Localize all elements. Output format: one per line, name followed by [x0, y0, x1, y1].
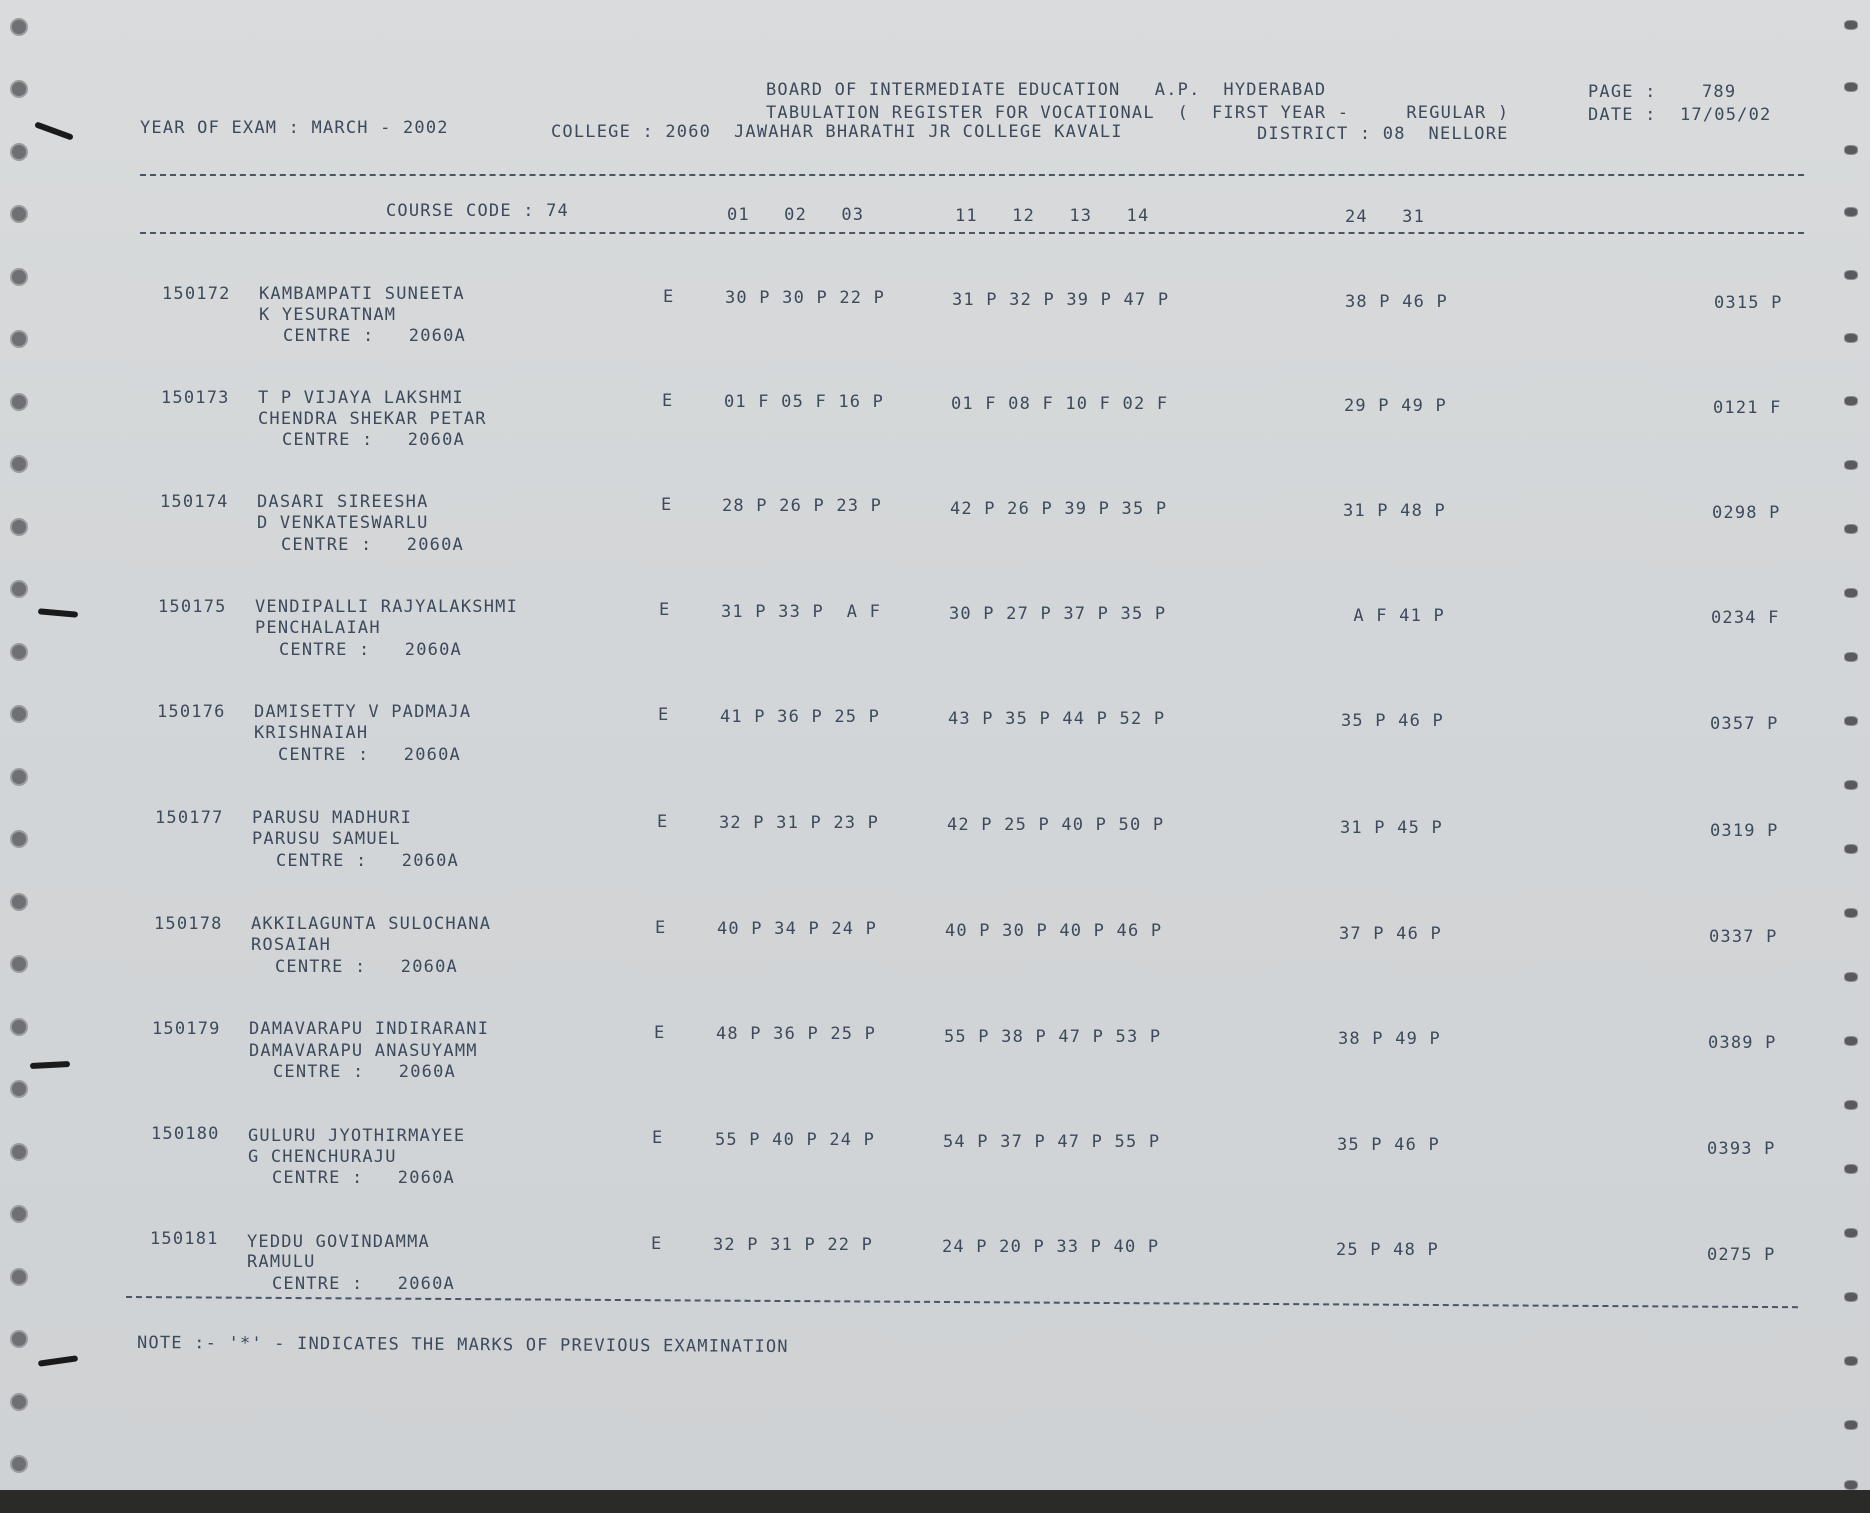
- footnote: NOTE :- '*' - INDICATES THE MARKS OF PREVIOUS EXAMINATION: [136, 1333, 789, 1357]
- roll-number: 150174: [160, 492, 229, 512]
- total-marks: 0319 P: [1710, 821, 1779, 841]
- marks-group-3: A F 41 P: [1342, 606, 1445, 626]
- date-value: 17/05/02: [1680, 105, 1772, 125]
- marks-group-1: 30 P 30 P 22 P: [725, 288, 886, 308]
- total-marks: 0337 P: [1709, 927, 1778, 947]
- marks-group-3: 35 P 46 P: [1337, 1135, 1440, 1155]
- marks-group-1: 55 P 40 P 24 P: [715, 1130, 876, 1150]
- centre-code: CENTRE : 2060A: [275, 957, 458, 977]
- student-record: [0, 597, 1870, 697]
- student-name: GULURU JYOTHIRMAYEE: [248, 1126, 466, 1146]
- binding-clip: [38, 1355, 78, 1367]
- marks-group-1: 41 P 36 P 25 P: [720, 707, 881, 727]
- page-number: 789: [1702, 82, 1737, 102]
- marks-group-1: 28 P 26 P 23 P: [722, 496, 883, 516]
- date-label: DATE :: [1588, 105, 1657, 125]
- student-name: DASARI SIREESHA: [257, 492, 429, 512]
- centre-code: CENTRE : 2060A: [278, 745, 461, 765]
- student-record: [0, 1019, 1870, 1119]
- board-title: BOARD OF INTERMEDIATE EDUCATION A.P. HYDERABAD: [766, 80, 1327, 100]
- marks-group-2: 01 F 08 F 10 F 02 F: [951, 394, 1169, 414]
- father-name: D VENKATESWARLU: [257, 513, 429, 533]
- roll-number: 150177: [155, 808, 224, 828]
- father-name: ROSAIAH: [251, 935, 332, 955]
- roll-number: 150173: [161, 388, 230, 408]
- total-marks: 0315 P: [1714, 293, 1783, 313]
- marks-group-2: 42 P 25 P 40 P 50 P: [947, 815, 1165, 835]
- father-name: G CHENCHURAJU: [248, 1147, 397, 1167]
- medium: E: [658, 705, 670, 725]
- total-marks: 0298 P: [1712, 503, 1781, 523]
- student-name: T P VIJAYA LAKSHMI: [258, 388, 464, 408]
- medium: E: [659, 600, 671, 620]
- marks-group-1: 40 P 34 P 24 P: [717, 919, 878, 939]
- marks-group-2: 42 P 26 P 39 P 35 P: [950, 499, 1168, 519]
- roll-number: 150178: [154, 914, 223, 934]
- father-name: PENCHALAIAH: [255, 618, 381, 638]
- medium: E: [657, 812, 669, 832]
- total-marks: 0121 F: [1713, 398, 1782, 418]
- student-record: [0, 914, 1870, 1014]
- column-group-1: 01 02 03: [727, 205, 865, 225]
- father-name: RAMULU: [247, 1252, 316, 1272]
- student-name: DAMISETTY V PADMAJA: [254, 702, 472, 722]
- total-marks: 0275 P: [1707, 1245, 1776, 1265]
- header-divider: [140, 174, 1804, 176]
- college-info: COLLEGE : 2060 JAWAHAR BHARATHI JR COLLEGE KAVALI: [551, 122, 1123, 142]
- marks-group-2: 54 P 37 P 47 P 55 P: [943, 1132, 1161, 1152]
- marks-group-2: 40 P 30 P 40 P 46 P: [945, 921, 1163, 941]
- medium: E: [661, 495, 673, 515]
- marks-group-3: 29 P 49 P: [1344, 396, 1447, 416]
- father-name: K YESURATNAM: [259, 305, 397, 325]
- page-label: PAGE :: [1588, 82, 1657, 102]
- column-group-3: 24 31: [1345, 207, 1426, 227]
- medium: E: [662, 391, 674, 411]
- marks-group-3: 37 P 46 P: [1339, 924, 1442, 944]
- father-name: PARUSU SAMUEL: [252, 829, 401, 849]
- marks-group-1: 32 P 31 P 23 P: [719, 813, 880, 833]
- column-divider: [140, 232, 1804, 234]
- father-name: KRISHNAIAH: [254, 723, 369, 743]
- marks-group-3: 31 P 45 P: [1340, 818, 1443, 838]
- student-record: [0, 284, 1870, 384]
- student-name: VENDIPALLI RAJYALAKSHMI: [255, 597, 519, 617]
- roll-number: 150179: [152, 1019, 221, 1039]
- student-record: [0, 808, 1870, 908]
- marks-group-2: 30 P 27 P 37 P 35 P: [949, 604, 1167, 624]
- student-record: [0, 492, 1870, 592]
- centre-code: CENTRE : 2060A: [272, 1168, 455, 1188]
- student-name: PARUSU MADHURI: [252, 808, 413, 828]
- father-name: CHENDRA SHEKAR PETAR: [258, 409, 487, 429]
- centre-code: CENTRE : 2060A: [273, 1062, 456, 1082]
- roll-number: 150172: [162, 284, 231, 304]
- centre-code: CENTRE : 2060A: [279, 640, 462, 660]
- marks-group-1: 31 P 33 P A F: [721, 602, 882, 622]
- register-title: TABULATION REGISTER FOR VOCATIONAL ( FIRST YEAR - REGULAR ): [766, 103, 1510, 123]
- centre-code: CENTRE : 2060A: [283, 326, 466, 346]
- marks-group-2: 43 P 35 P 44 P 52 P: [948, 709, 1166, 729]
- district-info: DISTRICT : 08 NELLORE: [1257, 124, 1509, 144]
- marks-group-3: 38 P 49 P: [1338, 1029, 1441, 1049]
- total-marks: 0389 P: [1708, 1033, 1777, 1053]
- student-record: [0, 702, 1870, 802]
- marks-group-3: 38 P 46 P: [1345, 292, 1448, 312]
- medium: E: [654, 1023, 666, 1043]
- marks-group-3: 31 P 48 P: [1343, 501, 1446, 521]
- medium: E: [651, 1234, 663, 1254]
- student-name: DAMAVARAPU INDIRARANI: [249, 1019, 490, 1039]
- centre-code: CENTRE : 2060A: [282, 430, 465, 450]
- total-marks: 0357 P: [1710, 714, 1779, 734]
- centre-code: CENTRE : 2060A: [276, 851, 459, 871]
- marks-group-3: 35 P 46 P: [1341, 711, 1444, 731]
- medium: E: [663, 287, 675, 307]
- course-code: COURSE CODE : 74: [386, 201, 569, 221]
- binding-clip: [34, 121, 74, 140]
- centre-code: CENTRE : 2060A: [281, 535, 464, 555]
- father-name: DAMAVARAPU ANASUYAMM: [249, 1041, 478, 1061]
- marks-group-1: 32 P 31 P 22 P: [713, 1235, 874, 1255]
- marks-group-3: 25 P 48 P: [1336, 1240, 1439, 1260]
- student-name: YEDDU GOVINDAMMA: [247, 1232, 430, 1252]
- student-name: AKKILAGUNTA SULOCHANA: [251, 914, 492, 934]
- marks-group-2: 55 P 38 P 47 P 53 P: [944, 1027, 1162, 1047]
- roll-number: 150175: [158, 597, 227, 617]
- marks-group-1: 48 P 36 P 25 P: [716, 1024, 877, 1044]
- medium: E: [652, 1128, 664, 1148]
- medium: E: [655, 918, 667, 938]
- year-of-exam: YEAR OF EXAM : MARCH - 2002: [140, 118, 449, 138]
- student-name: KAMBAMPATI SUNEETA: [259, 284, 465, 304]
- student-record: [0, 388, 1870, 488]
- roll-number: 150180: [151, 1124, 220, 1144]
- total-marks: 0234 F: [1711, 608, 1780, 628]
- total-marks: 0393 P: [1707, 1139, 1776, 1159]
- student-record: [0, 1229, 1870, 1329]
- roll-number: 150176: [157, 702, 226, 722]
- marks-group-2: 31 P 32 P 39 P 47 P: [952, 290, 1170, 310]
- marks-group-2: 24 P 20 P 33 P 40 P: [942, 1237, 1160, 1257]
- column-group-2: 11 12 13 14: [955, 206, 1150, 226]
- student-record: [0, 1124, 1870, 1224]
- centre-code: CENTRE : 2060A: [272, 1274, 455, 1294]
- marks-group-1: 01 F 05 F 16 P: [724, 392, 885, 412]
- roll-number: 150181: [150, 1229, 219, 1249]
